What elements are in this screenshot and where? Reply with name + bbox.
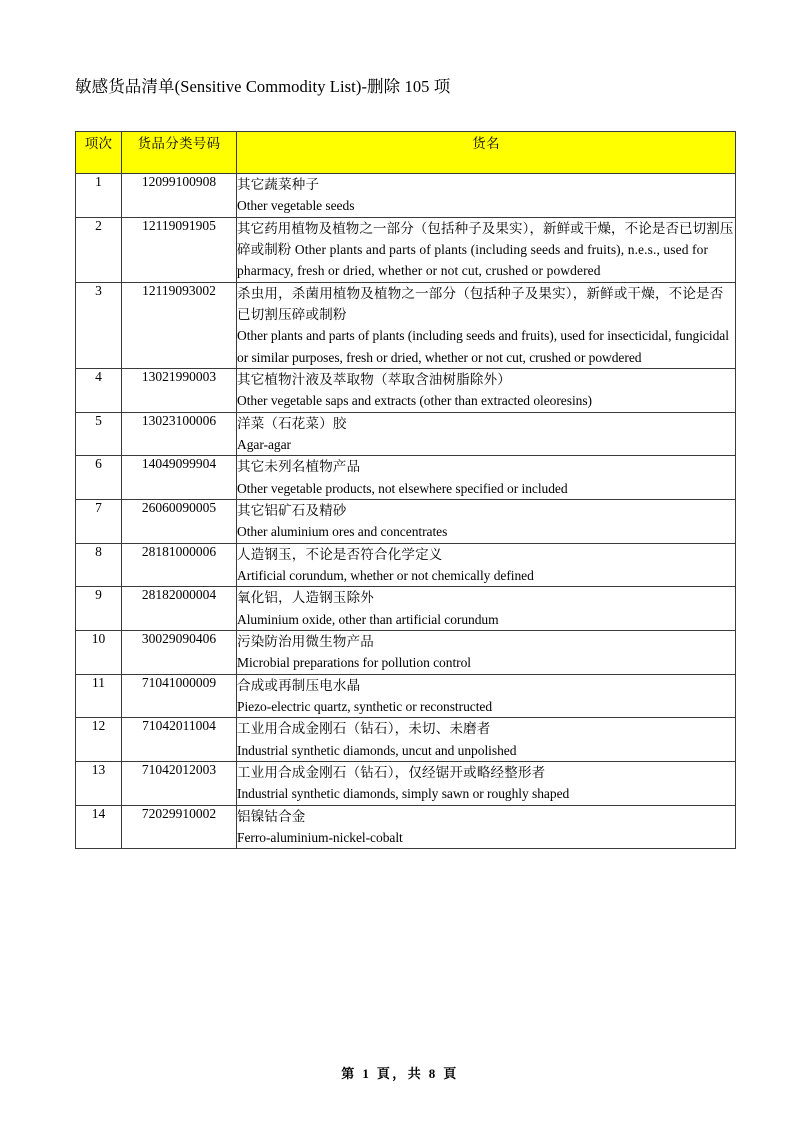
commodity-name-zh: 工业用合成金刚石（钻石），未切、未磨者 bbox=[237, 721, 491, 737]
cell-commodity-code: 14049099904 bbox=[122, 456, 237, 500]
commodity-name-zh: 其它未列名植物产品 bbox=[237, 459, 361, 475]
cell-commodity-name bbox=[237, 174, 736, 218]
cell-commodity-name bbox=[237, 368, 736, 412]
page-title: 敏感货品清单(Sensitive Commodity List)-删除 105 项 bbox=[75, 77, 451, 96]
cell-item-no: 11 bbox=[76, 674, 122, 718]
cell-commodity-code: 28182000004 bbox=[122, 587, 237, 631]
cell-commodity-name bbox=[237, 543, 736, 587]
cell-commodity-name bbox=[237, 674, 736, 718]
table-row bbox=[76, 412, 736, 456]
cell-commodity-name bbox=[237, 718, 736, 762]
cell-commodity-code: 12119091905 bbox=[122, 217, 237, 282]
table-body bbox=[76, 174, 736, 849]
cell-commodity-code: 12119093002 bbox=[122, 282, 237, 368]
cell-commodity-code: 30029090406 bbox=[122, 630, 237, 674]
commodity-table bbox=[75, 131, 736, 849]
commodity-name-en: Other vegetable products, not elsewhere specified or included bbox=[237, 480, 568, 496]
cell-item-no: 8 bbox=[76, 543, 122, 587]
cell-commodity-name bbox=[237, 587, 736, 631]
commodity-name-zh: 其它植物汁液及萃取物（萃取含油树脂除外） bbox=[237, 371, 511, 387]
cell-commodity-name bbox=[237, 761, 736, 805]
cell-item-no: 5 bbox=[76, 412, 122, 456]
table-row bbox=[76, 718, 736, 762]
table-row bbox=[76, 174, 736, 218]
cell-commodity-name bbox=[237, 499, 736, 543]
commodity-name-en: Industrial synthetic diamonds, uncut and unpolished bbox=[237, 742, 517, 758]
commodity-name-en: Other plants and parts of plants (including seeds and fruits), used for insecticidal, fungicidal or similar purposes, fresh or dried, whether or not cut, crushed or powdered bbox=[237, 328, 729, 365]
cell-commodity-code: 71041000009 bbox=[122, 674, 237, 718]
commodity-name-merged: 其它药用植物及植物之一部分（包括种子及果实），新鲜或干燥，不论是否已切割压碎或制粉 Other plants and parts of plants (including seeds and fruits), n.e.s., used for pharmacy, fresh or dried, whether or not cut, crushed or powdered bbox=[237, 220, 734, 279]
commodity-name-en: Other aluminium ores and concentrates bbox=[237, 524, 448, 540]
cell-commodity-code: 26060090005 bbox=[122, 499, 237, 543]
table-row bbox=[76, 217, 736, 282]
cell-item-no: 1 bbox=[76, 174, 122, 218]
cell-item-no: 4 bbox=[76, 368, 122, 412]
cell-commodity-name bbox=[237, 217, 736, 282]
cell-item-no: 10 bbox=[76, 630, 122, 674]
cell-item-no: 14 bbox=[76, 805, 122, 849]
commodity-name-zh: 洋菜（石花菜）胶 bbox=[237, 415, 347, 431]
table-row bbox=[76, 282, 736, 368]
commodity-name-zh: 工业用合成金刚石（钻石），仅经锯开或略经整形者 bbox=[237, 764, 546, 780]
cell-commodity-code: 71042012003 bbox=[122, 761, 237, 805]
cell-commodity-code: 12099100908 bbox=[122, 174, 237, 218]
commodity-name-zh: 污染防治用微生物产品 bbox=[237, 633, 374, 649]
cell-item-no: 3 bbox=[76, 282, 122, 368]
commodity-name-zh: 杀虫用，杀菌用植物及植物之一部分（包括种子及果实），新鲜或干燥，不论是否已切割压碎或制粉 bbox=[237, 285, 724, 322]
cell-commodity-name bbox=[237, 630, 736, 674]
commodity-name-en: Ferro-aluminium-nickel-cobalt bbox=[237, 829, 403, 845]
cell-commodity-code: 28181000006 bbox=[122, 543, 237, 587]
cell-commodity-code: 13021990003 bbox=[122, 368, 237, 412]
commodity-name-en: Artificial corundum, whether or not chemically defined bbox=[237, 567, 534, 583]
table-row bbox=[76, 543, 736, 587]
table-row bbox=[76, 674, 736, 718]
table-row bbox=[76, 805, 736, 849]
cell-commodity-name bbox=[237, 412, 736, 456]
commodity-name-en: Aluminium oxide, other than artificial corundum bbox=[237, 611, 499, 627]
cell-item-no: 12 bbox=[76, 718, 122, 762]
cell-item-no: 6 bbox=[76, 456, 122, 500]
table-row bbox=[76, 499, 736, 543]
page-footer: 第 1 頁，共 8 頁 bbox=[341, 1066, 459, 1081]
commodity-name-en: Microbial preparations for pollution control bbox=[237, 655, 471, 671]
cell-item-no: 2 bbox=[76, 217, 122, 282]
commodity-name-en: Other vegetable seeds bbox=[237, 198, 355, 214]
table-row bbox=[76, 368, 736, 412]
cell-commodity-code: 71042011004 bbox=[122, 718, 237, 762]
cell-item-no: 9 bbox=[76, 587, 122, 631]
table-header bbox=[76, 132, 736, 174]
commodity-name-zh: 铝镍钴合金 bbox=[237, 808, 306, 824]
commodity-name-zh: 其它蔬菜种子 bbox=[237, 177, 320, 192]
cell-item-no: 7 bbox=[76, 499, 122, 543]
commodity-name-en: Industrial synthetic diamonds, simply sawn or roughly shaped bbox=[237, 786, 570, 802]
table-row bbox=[76, 456, 736, 500]
cell-commodity-code: 72029910002 bbox=[122, 805, 237, 849]
commodity-name-zh: 人造钢玉，不论是否符合化学定义 bbox=[237, 546, 443, 562]
commodity-name-en: Agar-agar bbox=[237, 436, 291, 452]
cell-item-no: 13 bbox=[76, 761, 122, 805]
commodity-name-en: Other vegetable saps and extracts (other than extracted oleoresins) bbox=[237, 393, 593, 409]
table-row bbox=[76, 587, 736, 631]
column-header-item-no: 项次 bbox=[76, 132, 122, 174]
table-row bbox=[76, 630, 736, 674]
cell-commodity-code: 13023100006 bbox=[122, 412, 237, 456]
table-row bbox=[76, 761, 736, 805]
table-header-row bbox=[76, 132, 736, 174]
commodity-name-zh: 其它铝矿石及精砂 bbox=[237, 502, 347, 518]
column-header-name: 货名 bbox=[237, 132, 736, 174]
commodity-name-en: Piezo-electric quartz, synthetic or reconstructed bbox=[237, 698, 493, 714]
cell-commodity-name bbox=[237, 456, 736, 500]
commodity-name-zh: 氧化铝，人造钢玉除外 bbox=[237, 590, 374, 606]
cell-commodity-name bbox=[237, 805, 736, 849]
cell-commodity-name bbox=[237, 282, 736, 368]
column-header-code: 货品分类号码 bbox=[122, 132, 237, 174]
commodity-name-zh: 合成或再制压电水晶 bbox=[237, 677, 361, 693]
